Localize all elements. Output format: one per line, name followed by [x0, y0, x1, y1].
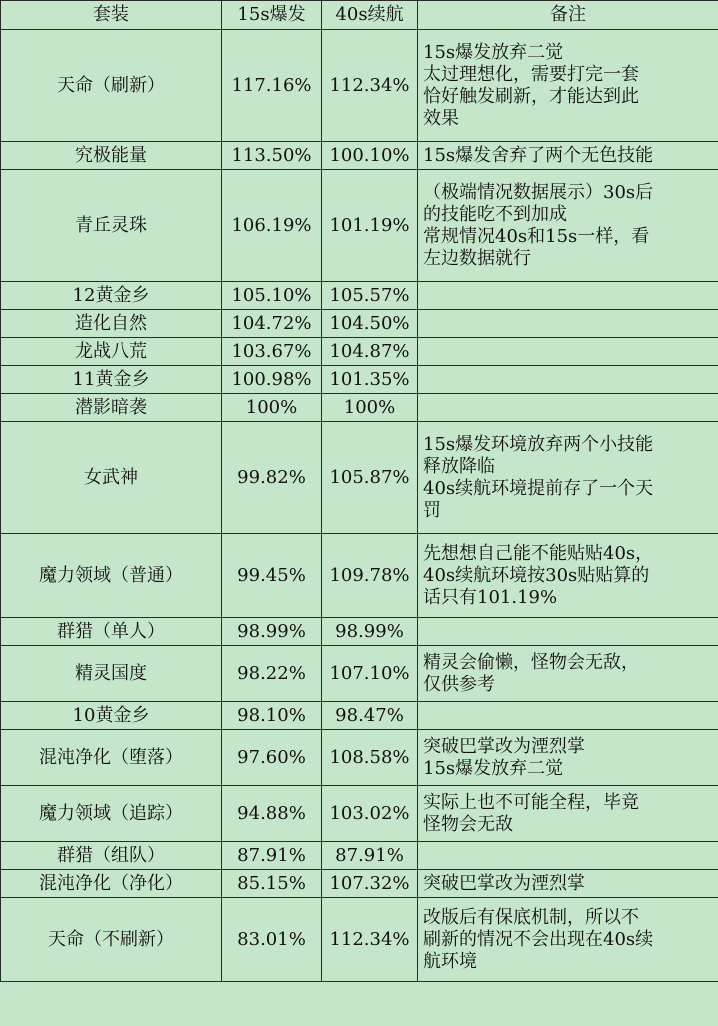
- cell-sustain40[interactable]: 105.87%: [322, 422, 418, 534]
- cell-notes[interactable]: [418, 366, 718, 394]
- cell-notes[interactable]: [418, 786, 718, 842]
- note-line: 15s爆发放弃二觉: [423, 41, 564, 63]
- cell-burst15[interactable]: 87.91%: [222, 842, 322, 870]
- header-sustain40[interactable]: 40s续航: [322, 1, 418, 30]
- header-notes[interactable]: 备注: [418, 1, 718, 30]
- cell-burst15[interactable]: 85.15%: [222, 870, 322, 898]
- table-row: [1, 786, 718, 842]
- note-line: 效果: [423, 107, 459, 129]
- cell-sustain40[interactable]: 107.10%: [322, 646, 418, 702]
- table-row: [1, 870, 718, 898]
- table-row: [1, 842, 718, 870]
- cell-sustain40[interactable]: 103.02%: [322, 786, 418, 842]
- note-line: 15s爆发环境放弃两个小技能: [423, 433, 654, 455]
- cell-notes[interactable]: [418, 282, 718, 310]
- note-line: 左边数据就行: [423, 247, 531, 269]
- note-line: 刷新的情况不会出现在40s续: [423, 928, 654, 950]
- note-line: 罚: [423, 499, 441, 521]
- cell-notes[interactable]: [418, 646, 718, 702]
- note-line: 实际上也不可能全程，毕竟: [423, 791, 639, 813]
- cell-set[interactable]: 女武神: [1, 422, 222, 534]
- table-row: [1, 702, 718, 730]
- cell-notes[interactable]: [418, 338, 718, 366]
- cell-sustain40[interactable]: 104.87%: [322, 338, 418, 366]
- cell-sustain40[interactable]: 87.91%: [322, 842, 418, 870]
- cell-set[interactable]: 潜影暗袭: [1, 394, 222, 422]
- cell-burst15[interactable]: 99.45%: [222, 534, 322, 618]
- table-row: [1, 282, 718, 310]
- header-row: [1, 1, 718, 30]
- note-line: 突破巴掌改为湮烈掌: [423, 735, 585, 757]
- cell-set[interactable]: 群猎（组队）: [1, 842, 222, 870]
- cell-sustain40[interactable]: 100%: [322, 394, 418, 422]
- cell-set[interactable]: 造化自然: [1, 310, 222, 338]
- cell-notes[interactable]: [418, 30, 718, 142]
- cell-burst15[interactable]: 113.50%: [222, 142, 322, 170]
- table-row: [1, 898, 718, 982]
- note-line: 航环境: [423, 950, 477, 972]
- cell-burst15[interactable]: 104.72%: [222, 310, 322, 338]
- table-row: [1, 618, 718, 646]
- cell-set[interactable]: 龙战八荒: [1, 338, 222, 366]
- note-line: 恰好触发刷新，才能达到此: [423, 85, 639, 107]
- cell-burst15[interactable]: 99.82%: [222, 422, 322, 534]
- cell-burst15[interactable]: 105.10%: [222, 282, 322, 310]
- table-row: [1, 310, 718, 338]
- cell-notes[interactable]: [418, 898, 718, 982]
- cell-notes[interactable]: [418, 842, 718, 870]
- table-row: [1, 646, 718, 702]
- table-body: [1, 30, 718, 982]
- cell-sustain40[interactable]: 104.50%: [322, 310, 418, 338]
- cell-set[interactable]: 究极能量: [1, 142, 222, 170]
- note-line: 释放降临: [423, 455, 495, 477]
- cell-sustain40[interactable]: 107.32%: [322, 870, 418, 898]
- table-row: [1, 170, 718, 282]
- cell-set[interactable]: 11黄金乡: [1, 366, 222, 394]
- cell-set[interactable]: 群猎（单人）: [1, 618, 222, 646]
- note-line: （极端情况数据展示）30s后: [423, 181, 654, 203]
- note-line: 的技能吃不到加成: [423, 203, 567, 225]
- cell-sustain40[interactable]: 101.19%: [322, 170, 418, 282]
- table-row: [1, 422, 718, 534]
- cell-burst15[interactable]: 100.98%: [222, 366, 322, 394]
- cell-notes[interactable]: [418, 142, 718, 170]
- cell-burst15[interactable]: 83.01%: [222, 898, 322, 982]
- cell-burst15[interactable]: 98.10%: [222, 702, 322, 730]
- note-line: 话只有101.19%: [423, 586, 558, 608]
- cell-sustain40[interactable]: 109.78%: [322, 534, 418, 618]
- cell-set[interactable]: 青丘灵珠: [1, 170, 222, 282]
- table-row: [1, 730, 718, 786]
- cell-set[interactable]: 天命（不刷新）: [1, 898, 222, 982]
- cell-notes[interactable]: [418, 730, 718, 786]
- cell-set[interactable]: 魔力领域（追踪）: [1, 786, 222, 842]
- cell-notes[interactable]: [418, 310, 718, 338]
- table-row: [1, 338, 718, 366]
- table-row: [1, 394, 718, 422]
- cell-burst15[interactable]: 94.88%: [222, 786, 322, 842]
- cell-set[interactable]: 10黄金乡: [1, 702, 222, 730]
- note-line: 改版后有保底机制，所以不: [423, 906, 639, 928]
- cell-sustain40[interactable]: 98.99%: [322, 618, 418, 646]
- cell-sustain40[interactable]: 108.58%: [322, 730, 418, 786]
- note-line: 先想想自己能不能贴贴40s，: [423, 542, 654, 564]
- cell-sustain40[interactable]: 112.34%: [322, 30, 418, 142]
- note-line: 怪物会无敌: [423, 813, 513, 835]
- cell-sustain40[interactable]: 112.34%: [322, 898, 418, 982]
- cell-notes[interactable]: [418, 702, 718, 730]
- cell-burst15[interactable]: 103.67%: [222, 338, 322, 366]
- note-line: 精灵会偷懒，怪物会无敌，: [423, 651, 639, 673]
- note-line: 突破巴掌改为湮烈掌: [423, 872, 585, 894]
- cell-burst15[interactable]: 106.19%: [222, 170, 322, 282]
- cell-burst15[interactable]: 117.16%: [222, 30, 322, 142]
- cell-notes[interactable]: [418, 534, 718, 618]
- note-line: 仅供参考: [423, 673, 495, 695]
- cell-set[interactable]: 12黄金乡: [1, 282, 222, 310]
- cell-sustain40[interactable]: 101.35%: [322, 366, 418, 394]
- note-line: 太过理想化，需要打完一套: [423, 63, 639, 85]
- note-line: 15s爆发放弃二觉: [423, 757, 564, 779]
- cell-notes[interactable]: [418, 394, 718, 422]
- cell-burst15[interactable]: 100%: [222, 394, 322, 422]
- note-line: 40s续航环境提前存了一个天: [423, 477, 654, 499]
- cell-set[interactable]: 天命（刷新）: [1, 30, 222, 142]
- table-row: [1, 30, 718, 142]
- cell-burst15[interactable]: 98.22%: [222, 646, 322, 702]
- cell-notes[interactable]: [418, 422, 718, 534]
- header-burst15[interactable]: 15s爆发: [222, 1, 322, 30]
- note-line: 15s爆发舍弃了两个无色技能: [423, 144, 654, 166]
- cell-sustain40[interactable]: 98.47%: [322, 702, 418, 730]
- cell-notes[interactable]: [418, 170, 718, 282]
- cell-set[interactable]: 混沌净化（净化）: [1, 870, 222, 898]
- cell-sustain40[interactable]: 105.57%: [322, 282, 418, 310]
- note-line: 常规情况40s和15s一样，看: [423, 225, 650, 247]
- header-set[interactable]: 套装: [1, 1, 222, 30]
- note-line: 40s续航环境按30s贴贴算的: [423, 564, 650, 586]
- cell-set[interactable]: 魔力领域（普通）: [1, 534, 222, 618]
- cell-burst15[interactable]: 98.99%: [222, 618, 322, 646]
- cell-set[interactable]: 精灵国度: [1, 646, 222, 702]
- cell-notes[interactable]: [418, 870, 718, 898]
- cell-sustain40[interactable]: 100.10%: [322, 142, 418, 170]
- cell-set[interactable]: 混沌净化（堕落）: [1, 730, 222, 786]
- table-row: [1, 534, 718, 618]
- table-row: [1, 142, 718, 170]
- cell-notes[interactable]: [418, 618, 718, 646]
- cell-burst15[interactable]: 97.60%: [222, 730, 322, 786]
- table-row: [1, 366, 718, 394]
